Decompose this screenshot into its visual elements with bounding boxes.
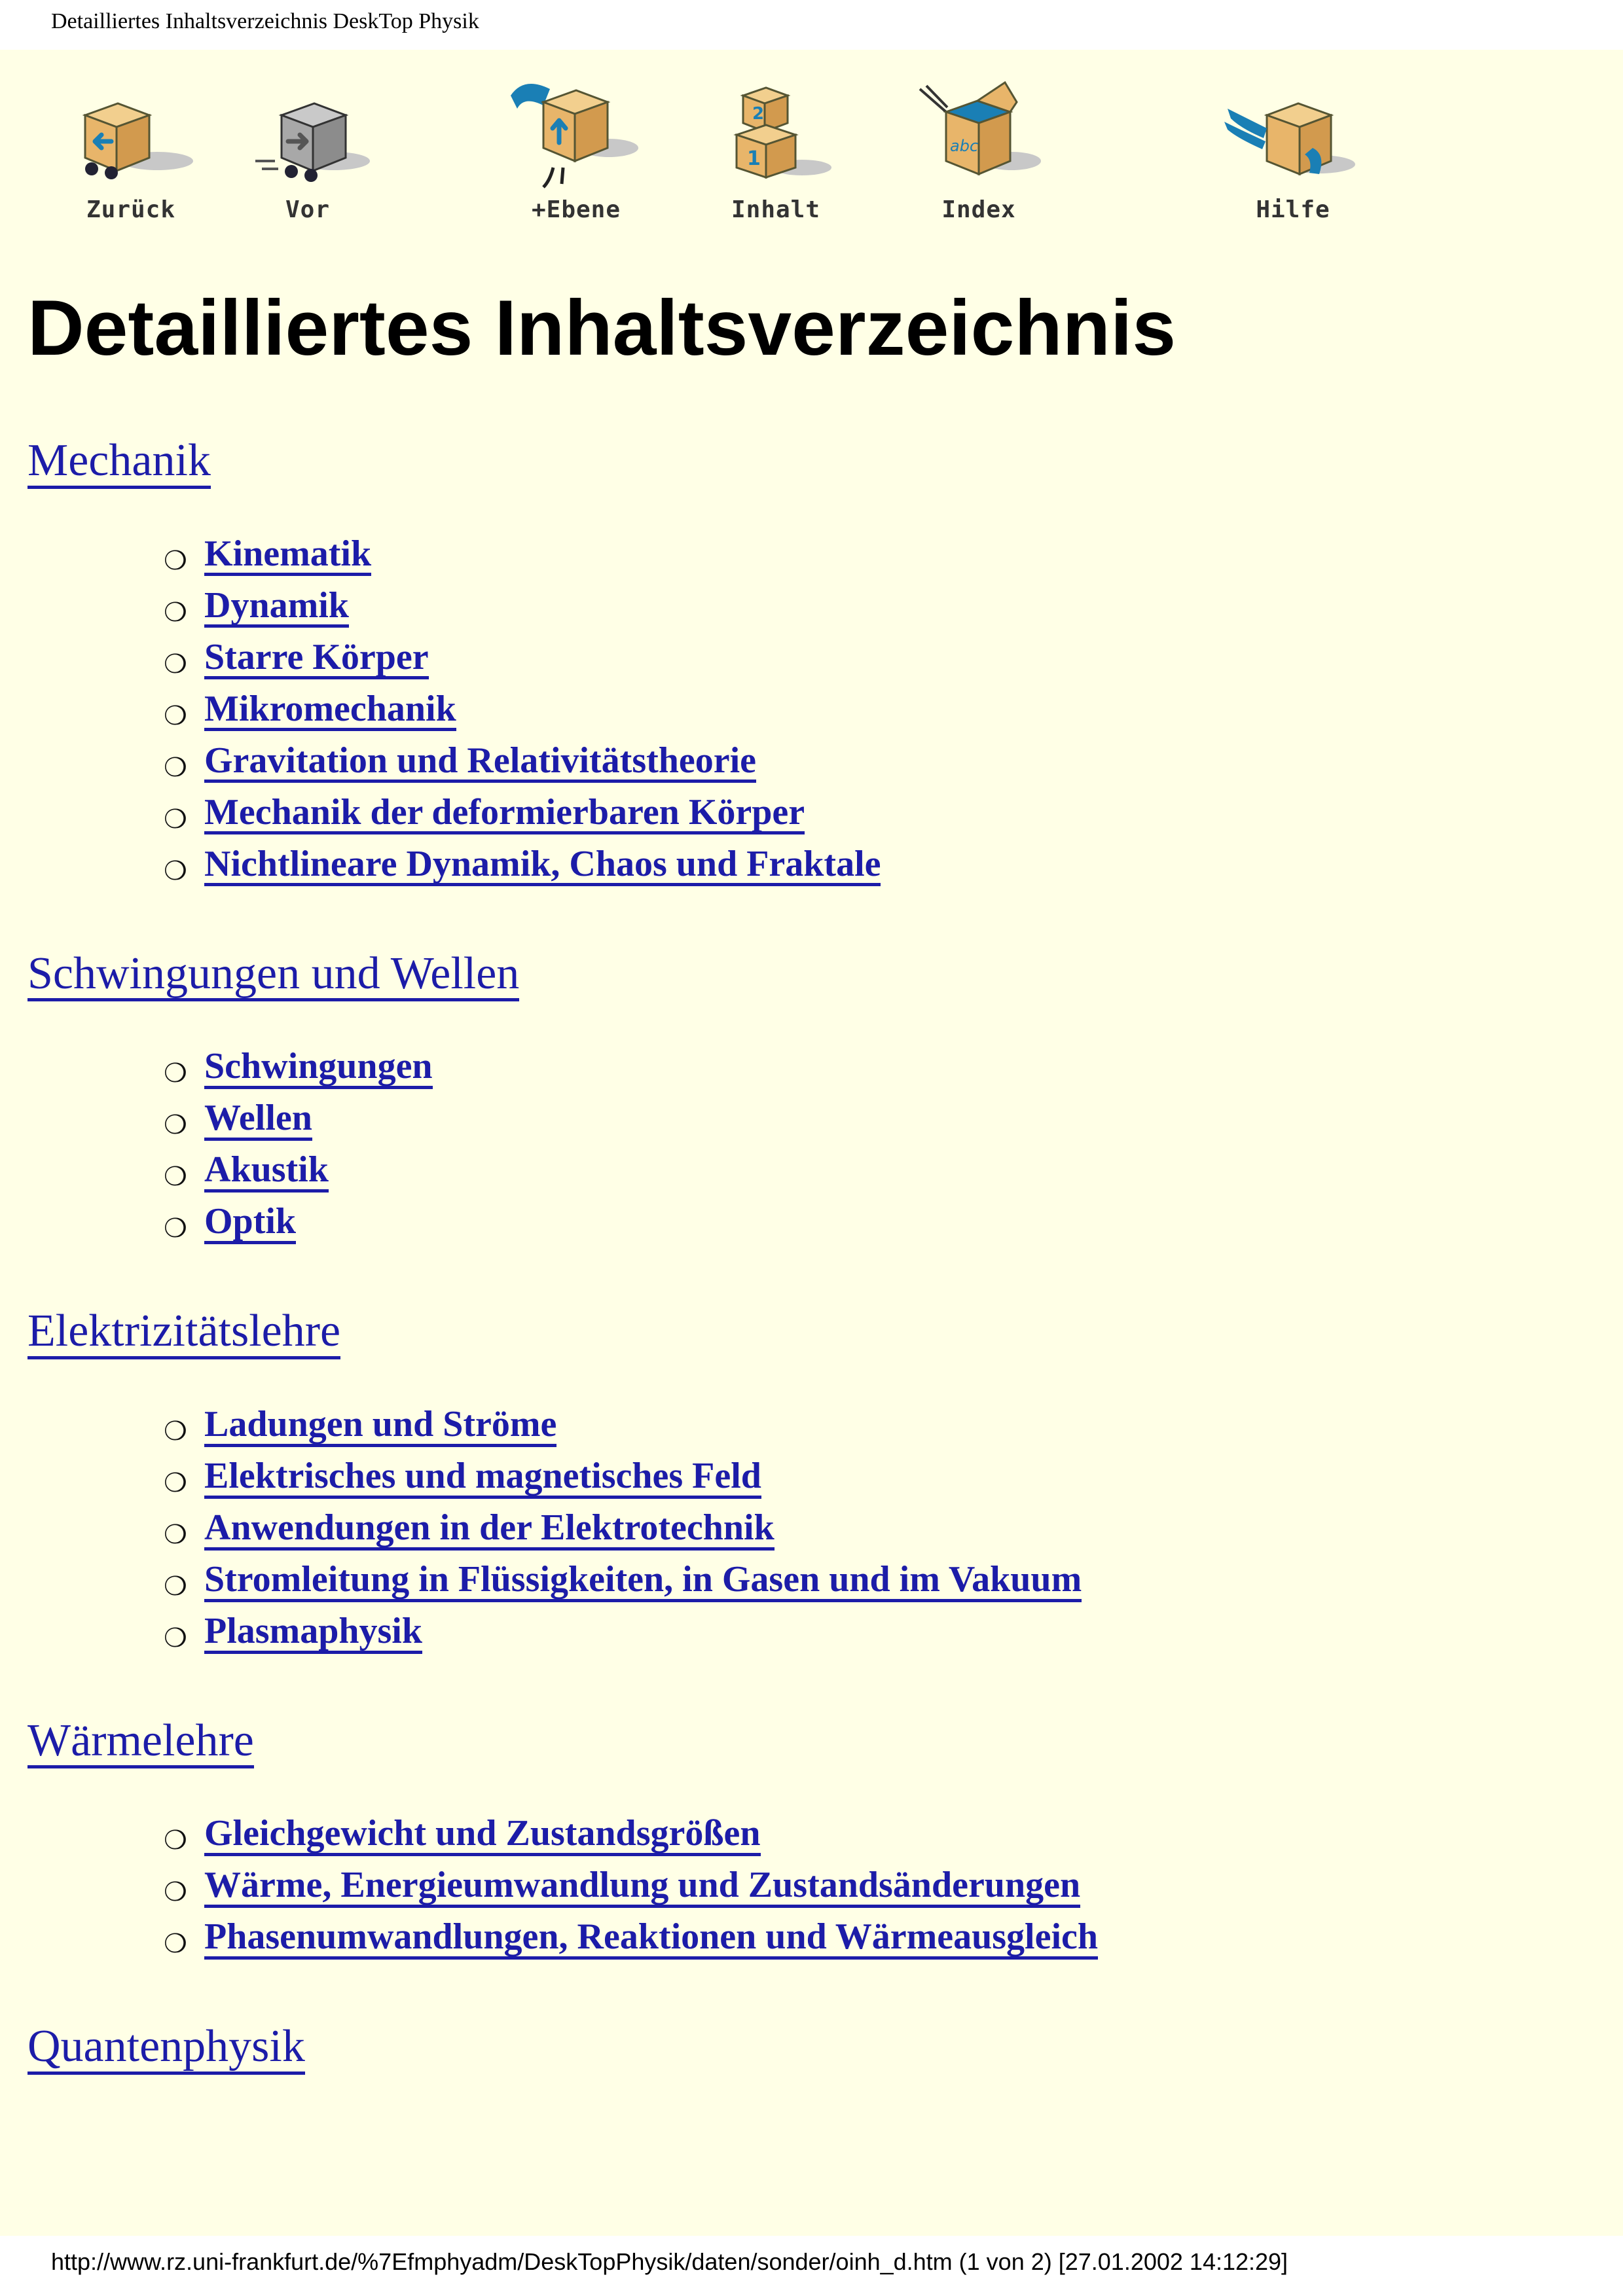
subsection-link[interactable]: Wärme, Energieumwandlung und Zustandsänderungen (204, 1866, 1080, 1908)
subsection-list (27, 535, 1586, 897)
subsection-link[interactable]: Optik (204, 1202, 296, 1244)
toc-section (27, 1716, 1586, 1970)
circle-bullet-icon: ❍ (164, 1877, 187, 1907)
subsection-list (27, 1047, 1586, 1254)
toc-section (27, 2022, 1586, 2075)
circle-bullet-icon: ❍ (164, 545, 187, 575)
section-link[interactable]: Schwingungen und Wellen (27, 949, 519, 1002)
up-level-label: +Ebene (531, 196, 621, 223)
subsection-link[interactable]: Elektrisches und magnetisches Feld (204, 1457, 761, 1499)
section-link[interactable]: Mechanik (27, 436, 211, 489)
subsection-link[interactable]: Stromleitung in Flüssigkeiten, in Gasen und im Vakuum (204, 1560, 1082, 1602)
box-hands-icon (1221, 89, 1365, 194)
list-item (164, 1558, 1586, 1612)
circle-bullet-icon: ❍ (164, 1110, 187, 1140)
back-label: Zurück (86, 196, 176, 223)
open-box-abc-icon (907, 76, 1051, 194)
forward-button[interactable] (242, 89, 373, 223)
section-link[interactable]: Elektrizitätslehre (27, 1306, 340, 1359)
contents-button[interactable] (710, 76, 841, 223)
subsection-link[interactable]: Gleichgewicht und Zustandsgrößen (204, 1814, 761, 1856)
section-link[interactable]: Wärmelehre (27, 1716, 254, 1769)
forward-label: Vor (285, 196, 331, 223)
subsection-link[interactable]: Ladungen und Ströme (204, 1405, 556, 1447)
print-footer: http://www.rz.uni-frankfurt.de/%7Efmphyadm/DeskTopPhysik/daten/sonder/oinh_d.htm (1 von 2) [27.01.2002 14:12:29] (51, 2248, 1288, 2275)
box-arrow-left-icon (65, 89, 196, 194)
list-item (164, 1046, 1586, 1099)
toc-section (27, 1306, 1586, 1664)
list-item (164, 1403, 1586, 1457)
subsection-link[interactable]: Gravitation und Relativitätstheorie (204, 742, 756, 783)
list-item (164, 1149, 1586, 1202)
subsection-link[interactable]: Mikromechanik (204, 690, 456, 732)
stacked-boxes-icon (710, 76, 841, 194)
circle-bullet-icon: ❍ (164, 1519, 187, 1549)
help-button[interactable] (1221, 89, 1365, 223)
list-item (164, 1813, 1586, 1866)
subsection-link[interactable]: Kinematik (204, 535, 371, 577)
circle-bullet-icon: ❍ (164, 752, 187, 782)
circle-bullet-icon: ❍ (164, 649, 187, 679)
page-title: Detailliertes Inhaltsverzeichnis (27, 284, 1176, 372)
svg-text:2: 2 (752, 104, 765, 124)
subsection-link[interactable]: Anwendungen in der Elektrotechnik (204, 1509, 775, 1551)
page-area (0, 50, 1623, 2236)
box-arrow-up-icon (504, 69, 648, 194)
list-item (164, 688, 1586, 742)
list-item (164, 791, 1586, 845)
subsection-list (27, 1405, 1586, 1664)
help-label: Hilfe (1256, 196, 1330, 223)
circle-bullet-icon: ❍ (164, 1058, 187, 1088)
circle-bullet-icon: ❍ (164, 1825, 187, 1856)
circle-bullet-icon: ❍ (164, 1571, 187, 1601)
contents-label: Inhalt (731, 196, 821, 223)
circle-bullet-icon: ❍ (164, 1162, 187, 1192)
subsection-link[interactable]: Plasmaphysik (204, 1612, 422, 1654)
list-item (164, 1507, 1586, 1560)
circle-bullet-icon: ❍ (164, 1623, 187, 1653)
nav-bar (0, 50, 1623, 246)
index-button[interactable] (907, 76, 1051, 223)
svg-text:1: 1 (747, 147, 761, 170)
list-item (164, 1455, 1586, 1509)
circle-bullet-icon: ❍ (164, 855, 187, 886)
print-header: Detailliertes Inhaltsverzeichnis DeskTop Physik (51, 9, 479, 33)
circle-bullet-icon: ❍ (164, 1929, 187, 1959)
subsection-list (27, 1814, 1586, 1969)
back-button[interactable] (65, 89, 196, 223)
circle-bullet-icon: ❍ (164, 597, 187, 627)
list-item (164, 636, 1586, 690)
circle-bullet-icon: ❍ (164, 1213, 187, 1244)
subsection-link[interactable]: Akustik (204, 1151, 329, 1193)
circle-bullet-icon: ❍ (164, 804, 187, 834)
list-item (164, 740, 1586, 793)
list-item (164, 584, 1586, 638)
index-label: Index (941, 196, 1016, 223)
list-item (164, 1610, 1586, 1664)
svg-text:abc: abc (950, 137, 979, 155)
section-link[interactable]: Quantenphysik (27, 2022, 305, 2075)
list-item (164, 1916, 1586, 1969)
table-of-contents (27, 436, 1586, 2075)
subsection-link[interactable]: Wellen (204, 1099, 312, 1141)
subsection-link[interactable]: Nichtlineare Dynamik, Chaos und Fraktale (204, 845, 881, 887)
toc-section (27, 949, 1586, 1255)
subsection-link[interactable]: Mechanik der deformierbaren Körper (204, 793, 805, 835)
list-item (164, 533, 1586, 586)
list-item (164, 1865, 1586, 1918)
subsection-link[interactable]: Starre Körper (204, 638, 429, 680)
list-item (164, 1098, 1586, 1151)
circle-bullet-icon: ❍ (164, 1416, 187, 1446)
subsection-link[interactable]: Phasenumwandlungen, Reaktionen und Wärmeausgleich (204, 1918, 1098, 1960)
circle-bullet-icon: ❍ (164, 1467, 187, 1498)
subsection-link[interactable]: Dynamik (204, 586, 349, 628)
list-item (164, 843, 1586, 897)
subsection-link[interactable]: Schwingungen (204, 1047, 433, 1089)
up-level-button[interactable] (504, 69, 648, 223)
toc-section (27, 436, 1586, 897)
box-arrow-right-icon (242, 89, 373, 194)
circle-bullet-icon: ❍ (164, 700, 187, 730)
list-item (164, 1201, 1586, 1254)
